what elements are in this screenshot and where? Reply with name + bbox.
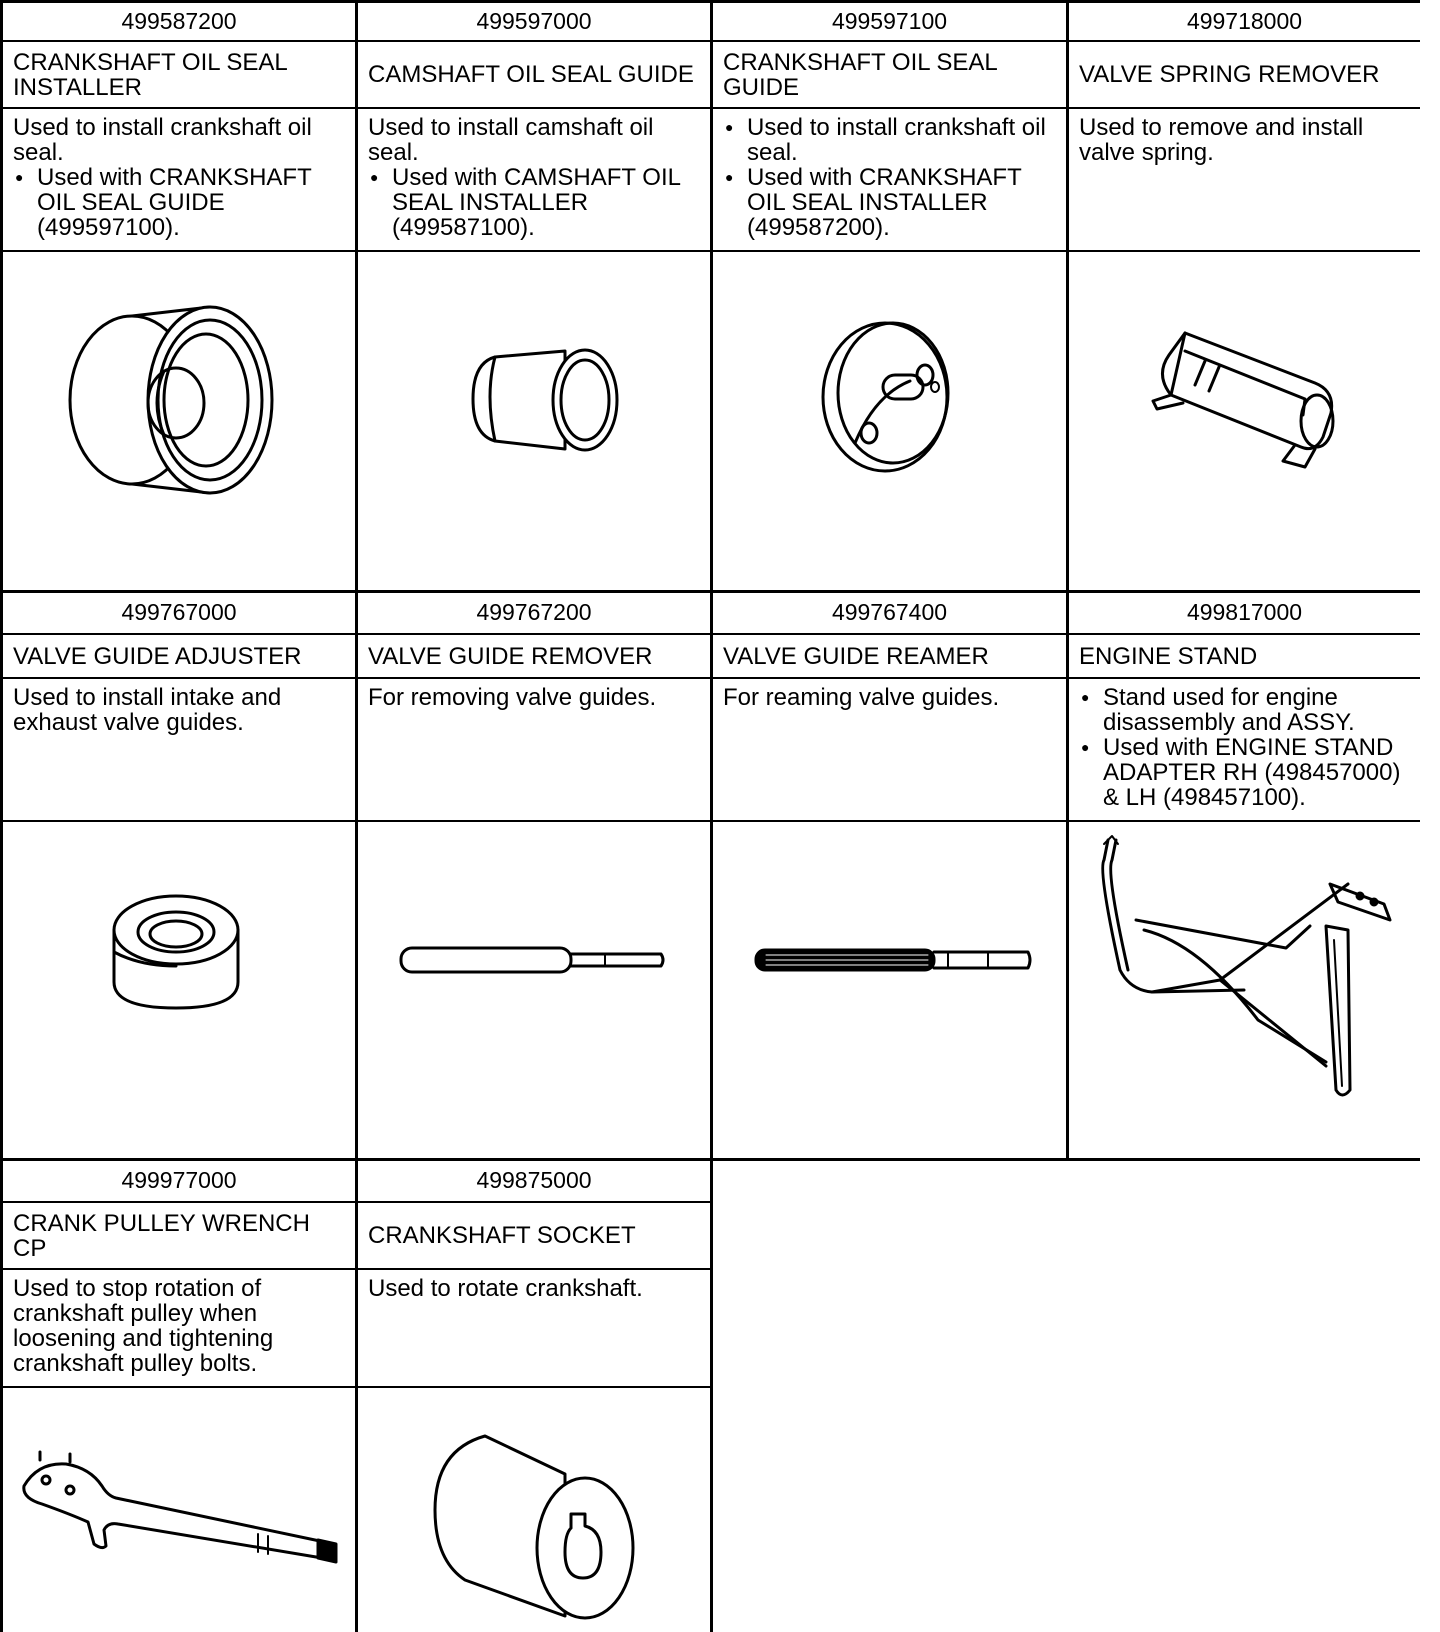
- crankshaft-socket-icon: [425, 1430, 645, 1620]
- tool-description: [358, 1270, 710, 1386]
- description-bullet: ● Used with CAMSHAFT OIL SEAL INSTALLER (499587100).: [368, 165, 700, 240]
- tool-description: [1069, 109, 1420, 250]
- part-number: 499817000: [1186, 599, 1303, 625]
- tool-name: CRANKSHAFT SOCKET: [368, 1222, 636, 1249]
- tool-name: CRANK PULLEY WRENCH CP: [13, 1209, 310, 1262]
- tool-description: [358, 109, 710, 250]
- description-text: Used to rotate crankshaft.: [368, 1275, 643, 1302]
- part-number: 499597000: [476, 8, 592, 34]
- part-number: 499875000: [476, 1167, 592, 1193]
- tool-name: ENGINE STAND: [1079, 642, 1258, 670]
- part-number: 499767400: [831, 599, 948, 625]
- description-text: For removing valve guides.: [368, 684, 657, 711]
- part-number: 499597100: [831, 8, 948, 34]
- part-number: 499977000: [121, 1167, 237, 1193]
- engine-stand-icon: [1090, 830, 1410, 1100]
- part-number: 499718000: [1186, 8, 1303, 34]
- description-text: Used to install camshaft oil seal.: [368, 114, 654, 166]
- tool-name: VALVE GUIDE REAMER: [723, 642, 989, 670]
- valve-guide-reamer-icon: [752, 942, 1037, 978]
- valve-guide-remover-icon: [395, 940, 670, 980]
- description-bullet: ● Used with ENGINE STAND ADAPTER RH (498457000) & LH (498457100).: [1079, 735, 1410, 810]
- tool-description: [713, 679, 1066, 820]
- description-text: Used to stop rotation of crankshaft pulley when loosening and tightening crankshaft pulley bolts.: [13, 1275, 274, 1377]
- description-bullet: ● Used with CRANKSHAFT OIL SEAL INSTALLER (499587200).: [723, 165, 1056, 240]
- tool-description: [3, 1270, 355, 1386]
- crankshaft-oil-seal-installer-icon: [60, 295, 300, 505]
- camshaft-oil-seal-guide-icon: [455, 345, 625, 455]
- part-number: 499767200: [476, 599, 592, 625]
- tool-description: [358, 679, 710, 820]
- tool-description: [3, 679, 355, 820]
- description-text: For reaming valve guides.: [723, 684, 1000, 711]
- description-text: Used to remove and install valve spring.: [1079, 114, 1364, 166]
- tool-description: [3, 109, 355, 250]
- tool-name: VALVE GUIDE ADJUSTER: [13, 642, 302, 670]
- valve-spring-remover-icon: [1135, 325, 1355, 475]
- tool-description: [1069, 679, 1420, 820]
- description-bullet: ● Used with CRANKSHAFT OIL SEAL GUIDE (499597100).: [13, 165, 345, 240]
- crank-pulley-wrench-icon: [18, 1450, 348, 1580]
- tool-name: CRANKSHAFT OIL SEAL GUIDE: [723, 48, 997, 101]
- valve-guide-adjuster-icon: [110, 890, 245, 1015]
- description-text: Used to install crankshaft oil seal.: [13, 114, 312, 166]
- tool-name: VALVE GUIDE REMOVER: [368, 642, 653, 670]
- description-bullet: ● Used to install crankshaft oil seal.: [723, 115, 1056, 165]
- crankshaft-oil-seal-guide-icon: [815, 315, 965, 475]
- part-number: 499767000: [121, 599, 237, 625]
- part-number: 499587200: [121, 8, 237, 34]
- tool-name: CAMSHAFT OIL SEAL GUIDE: [368, 61, 694, 88]
- tool-name: CRANKSHAFT OIL SEAL INSTALLER: [13, 48, 287, 101]
- tool-name: VALVE SPRING REMOVER: [1079, 61, 1380, 88]
- tool-description: [713, 109, 1066, 250]
- description-bullet: ● Stand used for engine disassembly and ASSY.: [1079, 685, 1410, 735]
- description-text: Used to install intake and exhaust valve guides.: [13, 684, 282, 736]
